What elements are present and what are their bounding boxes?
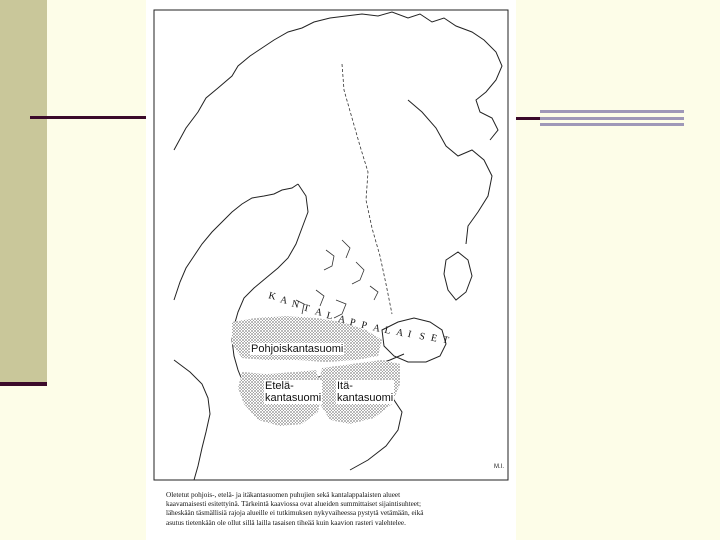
kantalappalaiset-letter: T — [441, 334, 450, 347]
kantalappalaiset-letter: N — [290, 298, 301, 311]
figure-caption — [166, 491, 502, 528]
border-line — [342, 64, 392, 314]
map-drawing — [146, 0, 516, 540]
title-rule-right-light — [540, 110, 684, 126]
kantalappalaiset-letter: T — [302, 302, 311, 315]
south-region-label-line1: Etelä- — [265, 380, 294, 392]
south-region-label-line2: kantasuomi — [265, 392, 322, 404]
left-accent-bar-edge — [0, 382, 47, 386]
caption-line-4: asutus tietenkään ole ollut sillä lailla tasaisen tiheää kuin kaavion rasteri valehtelee. — [166, 518, 406, 527]
title-rule-left — [30, 116, 148, 119]
scanned-map-figure — [146, 0, 516, 540]
kantalappalaiset-letter: A — [313, 306, 324, 319]
kantalappalaiset-letter: A — [371, 322, 382, 335]
left-accent-bar — [0, 0, 47, 386]
white-sea-coast — [408, 100, 492, 244]
kantalappalaiset-letter: K — [267, 290, 277, 303]
north-region-area — [232, 313, 382, 362]
kantalappalaiset-letter: A — [336, 313, 347, 326]
caption-line-3: läheskään täsmällisiä rajoja alueille ei tutkimuksen nykyvaiheessa pystytä vetämään, eikä — [166, 509, 424, 518]
kantalappalaiset-letter: L — [325, 310, 334, 323]
kantalappalaiset-letter: P — [360, 319, 369, 332]
south-region-label — [264, 380, 322, 404]
kantalappalaiset-letter: I — [406, 328, 413, 341]
bothnia-west-coast — [174, 184, 298, 300]
kantalappalaiset-letter: A — [278, 294, 289, 307]
onega-lake — [444, 252, 472, 300]
author-initials: M.I. — [494, 464, 504, 470]
east-region-label — [336, 380, 394, 404]
title-rule-right-dark — [516, 117, 540, 120]
east-region-label-line2: kantasuomi — [337, 392, 394, 404]
kantalappalaiset-letter: P — [348, 316, 357, 329]
scandinavia-coastline — [174, 12, 502, 150]
kantalappalaiset-letter: A — [394, 326, 405, 340]
east-region-label-line1: Itä- — [337, 380, 353, 392]
north-region-label: Pohjoiskantasuomi — [251, 343, 344, 355]
caption-line-2: kaavamaisesti esitettyinä. Tärkeintä kaaviossa ovat alueiden summittaiset sijaintisuhteet; — [166, 500, 421, 509]
kantalappalaiset-letter: E — [429, 332, 439, 345]
sweden-south-coast — [174, 360, 210, 480]
kantalappalaiset-letter: S — [418, 330, 427, 343]
kantalappalaiset-letter: L — [383, 324, 392, 337]
caption-line-1: Oletetut pohjois-, etelä- ja itäkantasuomen puhujien sekä kantalappalaisten alueet — [166, 491, 401, 499]
